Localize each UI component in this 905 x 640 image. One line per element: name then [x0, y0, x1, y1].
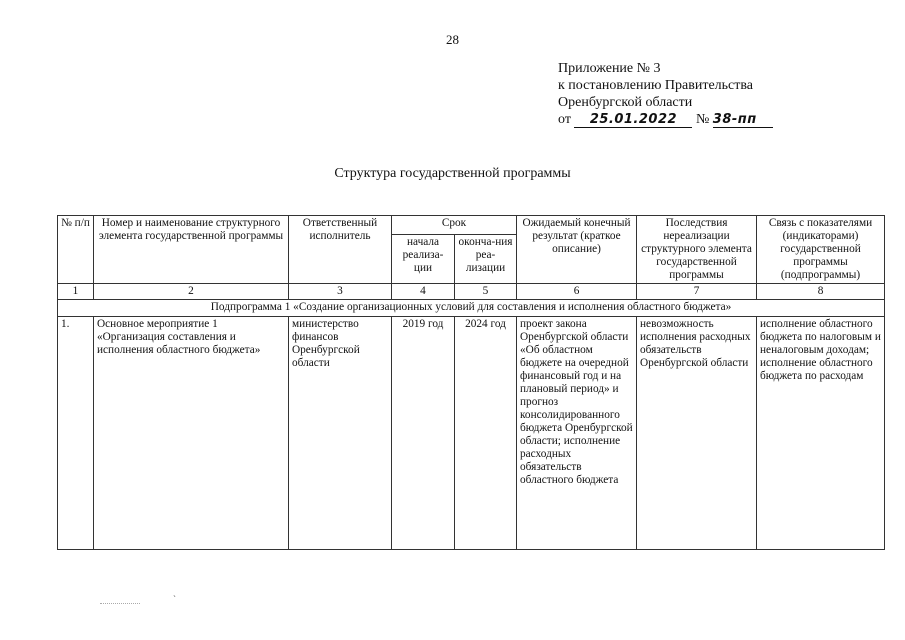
footer-mark: `	[173, 594, 176, 604]
column-number-row	[58, 284, 885, 300]
appendix-line-3: Оренбургской области	[558, 95, 693, 110]
appendix-line-1: Приложение № 3	[558, 61, 661, 76]
column-number: 8	[757, 284, 885, 300]
column-number: 2	[94, 284, 289, 300]
handwritten-date: 25.01.2022	[574, 112, 692, 128]
footer-dots	[100, 603, 140, 604]
document-title: Структура государственной программы	[334, 166, 571, 181]
number-label: №	[695, 112, 710, 127]
column-number: 3	[289, 284, 392, 300]
column-number: 4	[392, 284, 455, 300]
header-num: № п/п	[58, 216, 94, 284]
header-name: Номер и наименование структурного элемента государственной программы	[94, 216, 289, 284]
subprogram-title: Подпрограмма 1 «Создание организационных условий для составления и исполнения областного бюджета»	[58, 300, 885, 317]
column-number: 5	[455, 284, 517, 300]
row-end: 2024 год	[455, 317, 517, 550]
header-responsible: Ответственный исполнитель	[289, 216, 392, 284]
column-number: 7	[637, 284, 757, 300]
column-number: 6	[517, 284, 637, 300]
from-label: от	[558, 112, 571, 127]
row-start: 2019 год	[392, 317, 455, 550]
row-name: Основное мероприятие 1 «Организация составления и исполнения областного бюджета»	[94, 317, 289, 550]
row-consequences: невозможность исполнения расходных обязательств Оренбургской области	[637, 317, 757, 550]
row-result: проект закона Оренбургской области «Об областном бюджете на очередной финансовый год и на плановый период» и прогноз консолидированного бюджета Оренбургской области; исполнение расходных обязательств областного бюджета	[517, 317, 637, 550]
header-term: Срок	[392, 216, 517, 235]
appendix-date-line	[558, 111, 773, 128]
row-responsible: министерство финансов Оренбургской области	[289, 317, 392, 550]
page-number: 28	[446, 32, 459, 47]
subprogram-row	[58, 300, 885, 317]
header-consequences: Последствия нереализации структурного элемента государственной программы	[637, 216, 757, 284]
header-term-start: начала реализа-ции	[392, 234, 455, 283]
program-structure-table	[57, 215, 885, 550]
header-result: Ожидаемый конечный результат (краткое описание)	[517, 216, 637, 284]
column-number: 1	[58, 284, 94, 300]
table-row	[58, 317, 885, 550]
handwritten-number: 38-пп	[713, 112, 773, 128]
row-link: исполнение областного бюджета по налоговым и неналоговым доходам; исполнение областного бюджета по расходам	[757, 317, 885, 550]
header-link: Связь с показателями (индикаторами) государственной программы (подпрограммы)	[757, 216, 885, 284]
header-term-end: оконча-ния реа-лизации	[455, 234, 517, 283]
appendix-block	[558, 60, 773, 128]
row-num: 1.	[58, 317, 94, 550]
appendix-line-2: к постановлению Правительства	[558, 78, 754, 93]
